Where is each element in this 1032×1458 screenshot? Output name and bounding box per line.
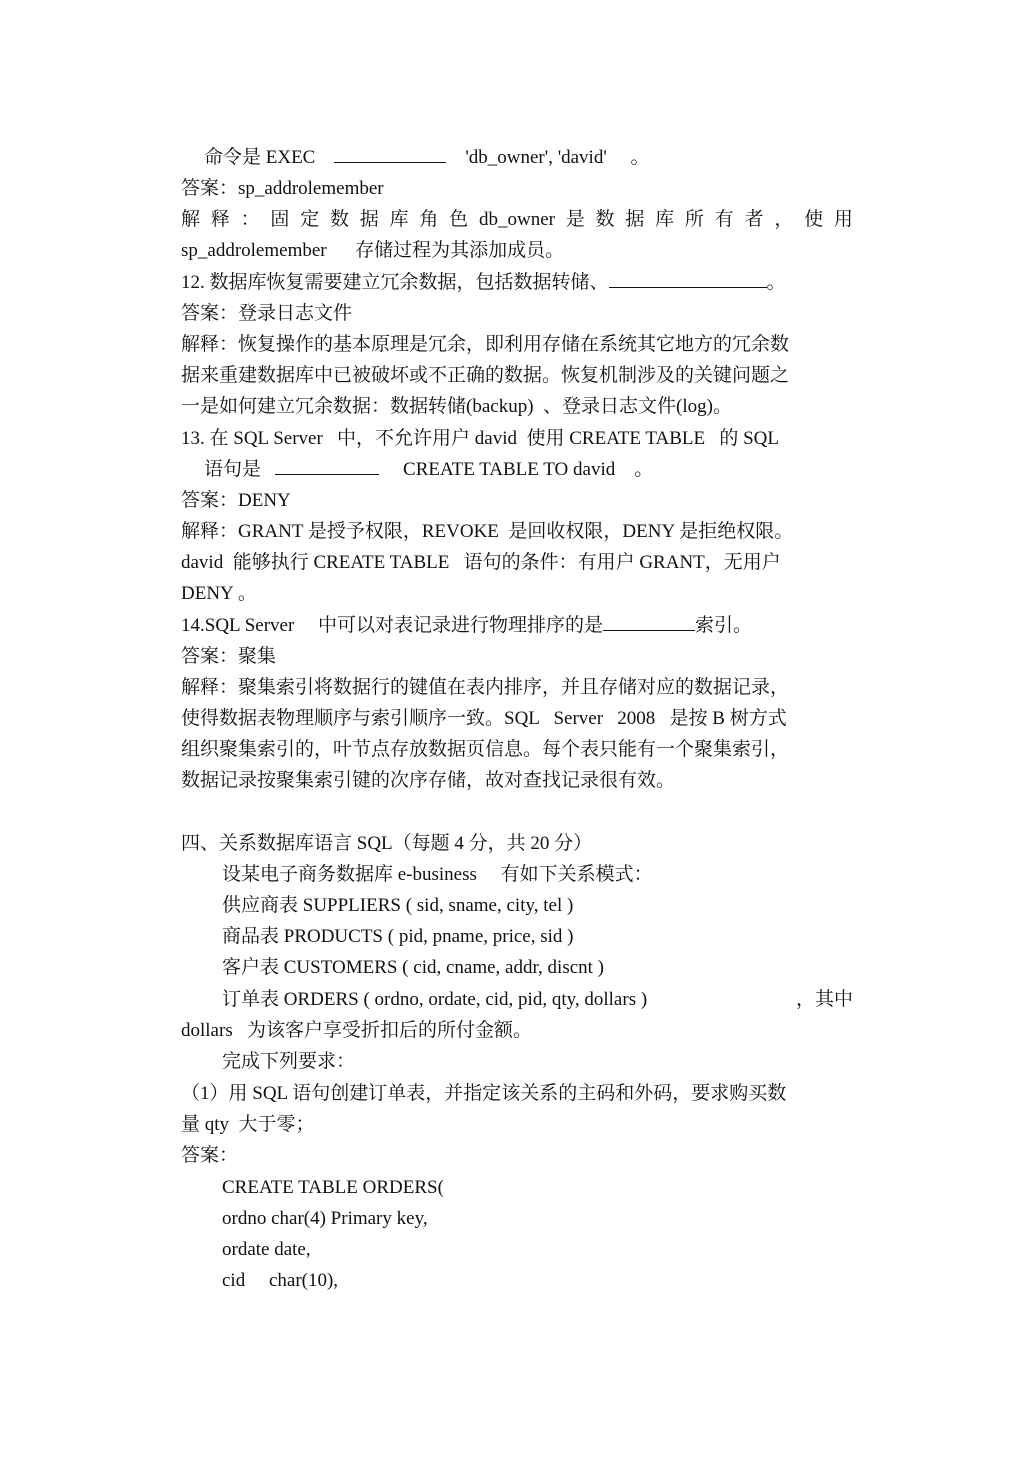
q12-explanation-line-2: 据来重建数据库中已被破坏或不正确的数据。恢复机制涉及的关键问题之: [181, 365, 790, 386]
schema-customers: 客户表 CUSTOMERS ( cid, cname, addr, discnt ): [222, 957, 605, 978]
q13-answer: 答案：DENY: [181, 490, 291, 511]
q11-explanation-word: 库: [389, 209, 409, 230]
q11-explanation-word: 数: [329, 209, 349, 230]
schema-suppliers: 供应商表 SUPPLIERS ( sid, sname, city, tel ): [222, 895, 574, 916]
q11-explanation-word: 据: [359, 209, 379, 230]
q12-question-end: 。: [766, 272, 786, 293]
q11-explanation-word: 色: [449, 209, 469, 230]
q11-explanation-word: 固: [270, 209, 290, 230]
q11-explanation-word: 解: [181, 209, 201, 230]
q12-question: [181, 267, 853, 298]
q13-explanation-line-3: DENY 。: [181, 583, 257, 604]
q11-fill-blank: [334, 142, 446, 163]
question-1-line-1: （1）用 SQL 语句创建订单表，并指定该关系的主码和外码，要求购买数: [181, 1083, 787, 1104]
q12-question-text: 12. 数据库恢复需要建立冗余数据，包括数据转储、: [181, 272, 609, 293]
q13-question-prefix: 语句是: [204, 459, 262, 480]
q11-explanation-word: 使: [804, 209, 824, 230]
task-intro: 完成下列要求：: [222, 1051, 356, 1072]
q11-explanation-word: 库: [655, 209, 675, 230]
q14-answer: 答案：聚集: [181, 646, 277, 667]
q11-explanation-word: 所: [684, 209, 704, 230]
q11-explanation-word: 定: [300, 209, 320, 230]
q11-explanation-word: ：: [240, 209, 260, 230]
q11-answer: 答案：sp_addrolemember: [181, 178, 384, 199]
q13-question-line-1: 13. 在 SQL Server 中，不允许用户 david 使用 CREATE TABLE 的 SQL: [181, 428, 780, 449]
q14-explanation-line-1: 解释：聚集索引将数据行的键值在表内排序，并且存储对应的数据记录，: [181, 677, 790, 698]
q11-explanation-word: 数: [595, 209, 615, 230]
q14-explanation-line-2: 使得数据表物理顺序与索引顺序一致。SQL Server 2008 是按 B 树方式: [181, 708, 787, 729]
schema-products: 商品表 PRODUCTS ( pid, pname, price, sid ): [222, 926, 574, 947]
schema-orders: 订单表 ORDERS ( ordno, ordate, cid, pid, qty, dollars ): [222, 989, 648, 1010]
q11-explanation-word: 释: [210, 209, 230, 230]
q14-fill-blank: [603, 610, 695, 631]
q11-explanation-word: 有: [714, 209, 734, 230]
q11-explanation-word: 是: [565, 209, 585, 230]
q11-command-end: 。: [630, 147, 650, 168]
q13-question-suffix: CREATE TABLE TO david: [403, 459, 616, 480]
question-1-answer-label: 答案：: [181, 1145, 239, 1166]
q12-explanation-line-3: 一是如何建立冗余数据：数据转储(backup) 、登录日志文件(log)。: [181, 396, 732, 417]
q14-question-text: 14.SQL Server 中可以对表记录进行物理排序的是: [181, 615, 604, 636]
q14-explanation-line-4: 数据记录按聚集索引键的次序存储，故对查找记录很有效。: [181, 770, 676, 791]
q11-command-suffix: 'db_owner', 'david': [465, 147, 607, 168]
code-line: ordate date,: [222, 1239, 311, 1260]
q12-answer: 答案：登录日志文件: [181, 303, 353, 324]
q11-explanation-line-1: [181, 204, 853, 235]
dollars-note: dollars 为该客户享受折扣后的所付金额。: [181, 1020, 532, 1041]
q14-question-suffix: 索引。: [695, 615, 753, 636]
section-4-heading: 四、关系数据库语言 SQL（每题 4 分，共 20 分）: [181, 833, 593, 854]
q12-explanation-line-1: 解释：恢复操作的基本原理是冗余，即利用存储在系统其它地方的冗余数: [181, 334, 790, 355]
q11-explanation-word: 据: [625, 209, 645, 230]
q13-question-line-2: [204, 454, 876, 485]
question-1-line-2: 量 qty 大于零；: [181, 1114, 315, 1135]
q13-explanation-line-2: david 能够执行 CREATE TABLE 语句的条件：有用户 GRANT，无用户: [181, 552, 781, 573]
q13-fill-blank: [275, 454, 379, 475]
q11-explanation-word: ，: [774, 209, 794, 230]
q11-command-prefix: 命令是 EXEC: [204, 147, 316, 168]
q12-fill-blank: [609, 267, 767, 288]
q14-explanation-line-3: 组织聚集索引的，叶节点存放数据页信息。每个表只能有一个聚集索引，: [181, 739, 790, 760]
q11-explanation-line-2: sp_addrolemember 存储过程为其添加成员。: [181, 240, 565, 261]
schema-orders-line: [222, 984, 853, 1015]
code-line: cid char(10),: [222, 1270, 339, 1291]
q11-explanation-word: 角: [419, 209, 439, 230]
section-4-intro: 设某电子商务数据库 e-business 有如下关系模式：: [222, 864, 653, 885]
q13-question-end: 。: [634, 459, 654, 480]
q14-question: [181, 610, 853, 641]
q11-explanation-word: 用: [833, 209, 853, 230]
code-line: ordno char(4) Primary key,: [222, 1208, 428, 1229]
schema-orders-tail: ，其中: [795, 989, 853, 1010]
q11-explanation-word: 者: [744, 209, 764, 230]
q11-command-line: [204, 142, 876, 173]
q13-explanation-line-1: 解释：GRANT 是授予权限，REVOKE 是回收权限，DENY 是拒绝权限。: [181, 521, 794, 542]
q11-explanation-word: db_owner: [478, 209, 555, 230]
code-line: CREATE TABLE ORDERS(: [222, 1177, 444, 1198]
